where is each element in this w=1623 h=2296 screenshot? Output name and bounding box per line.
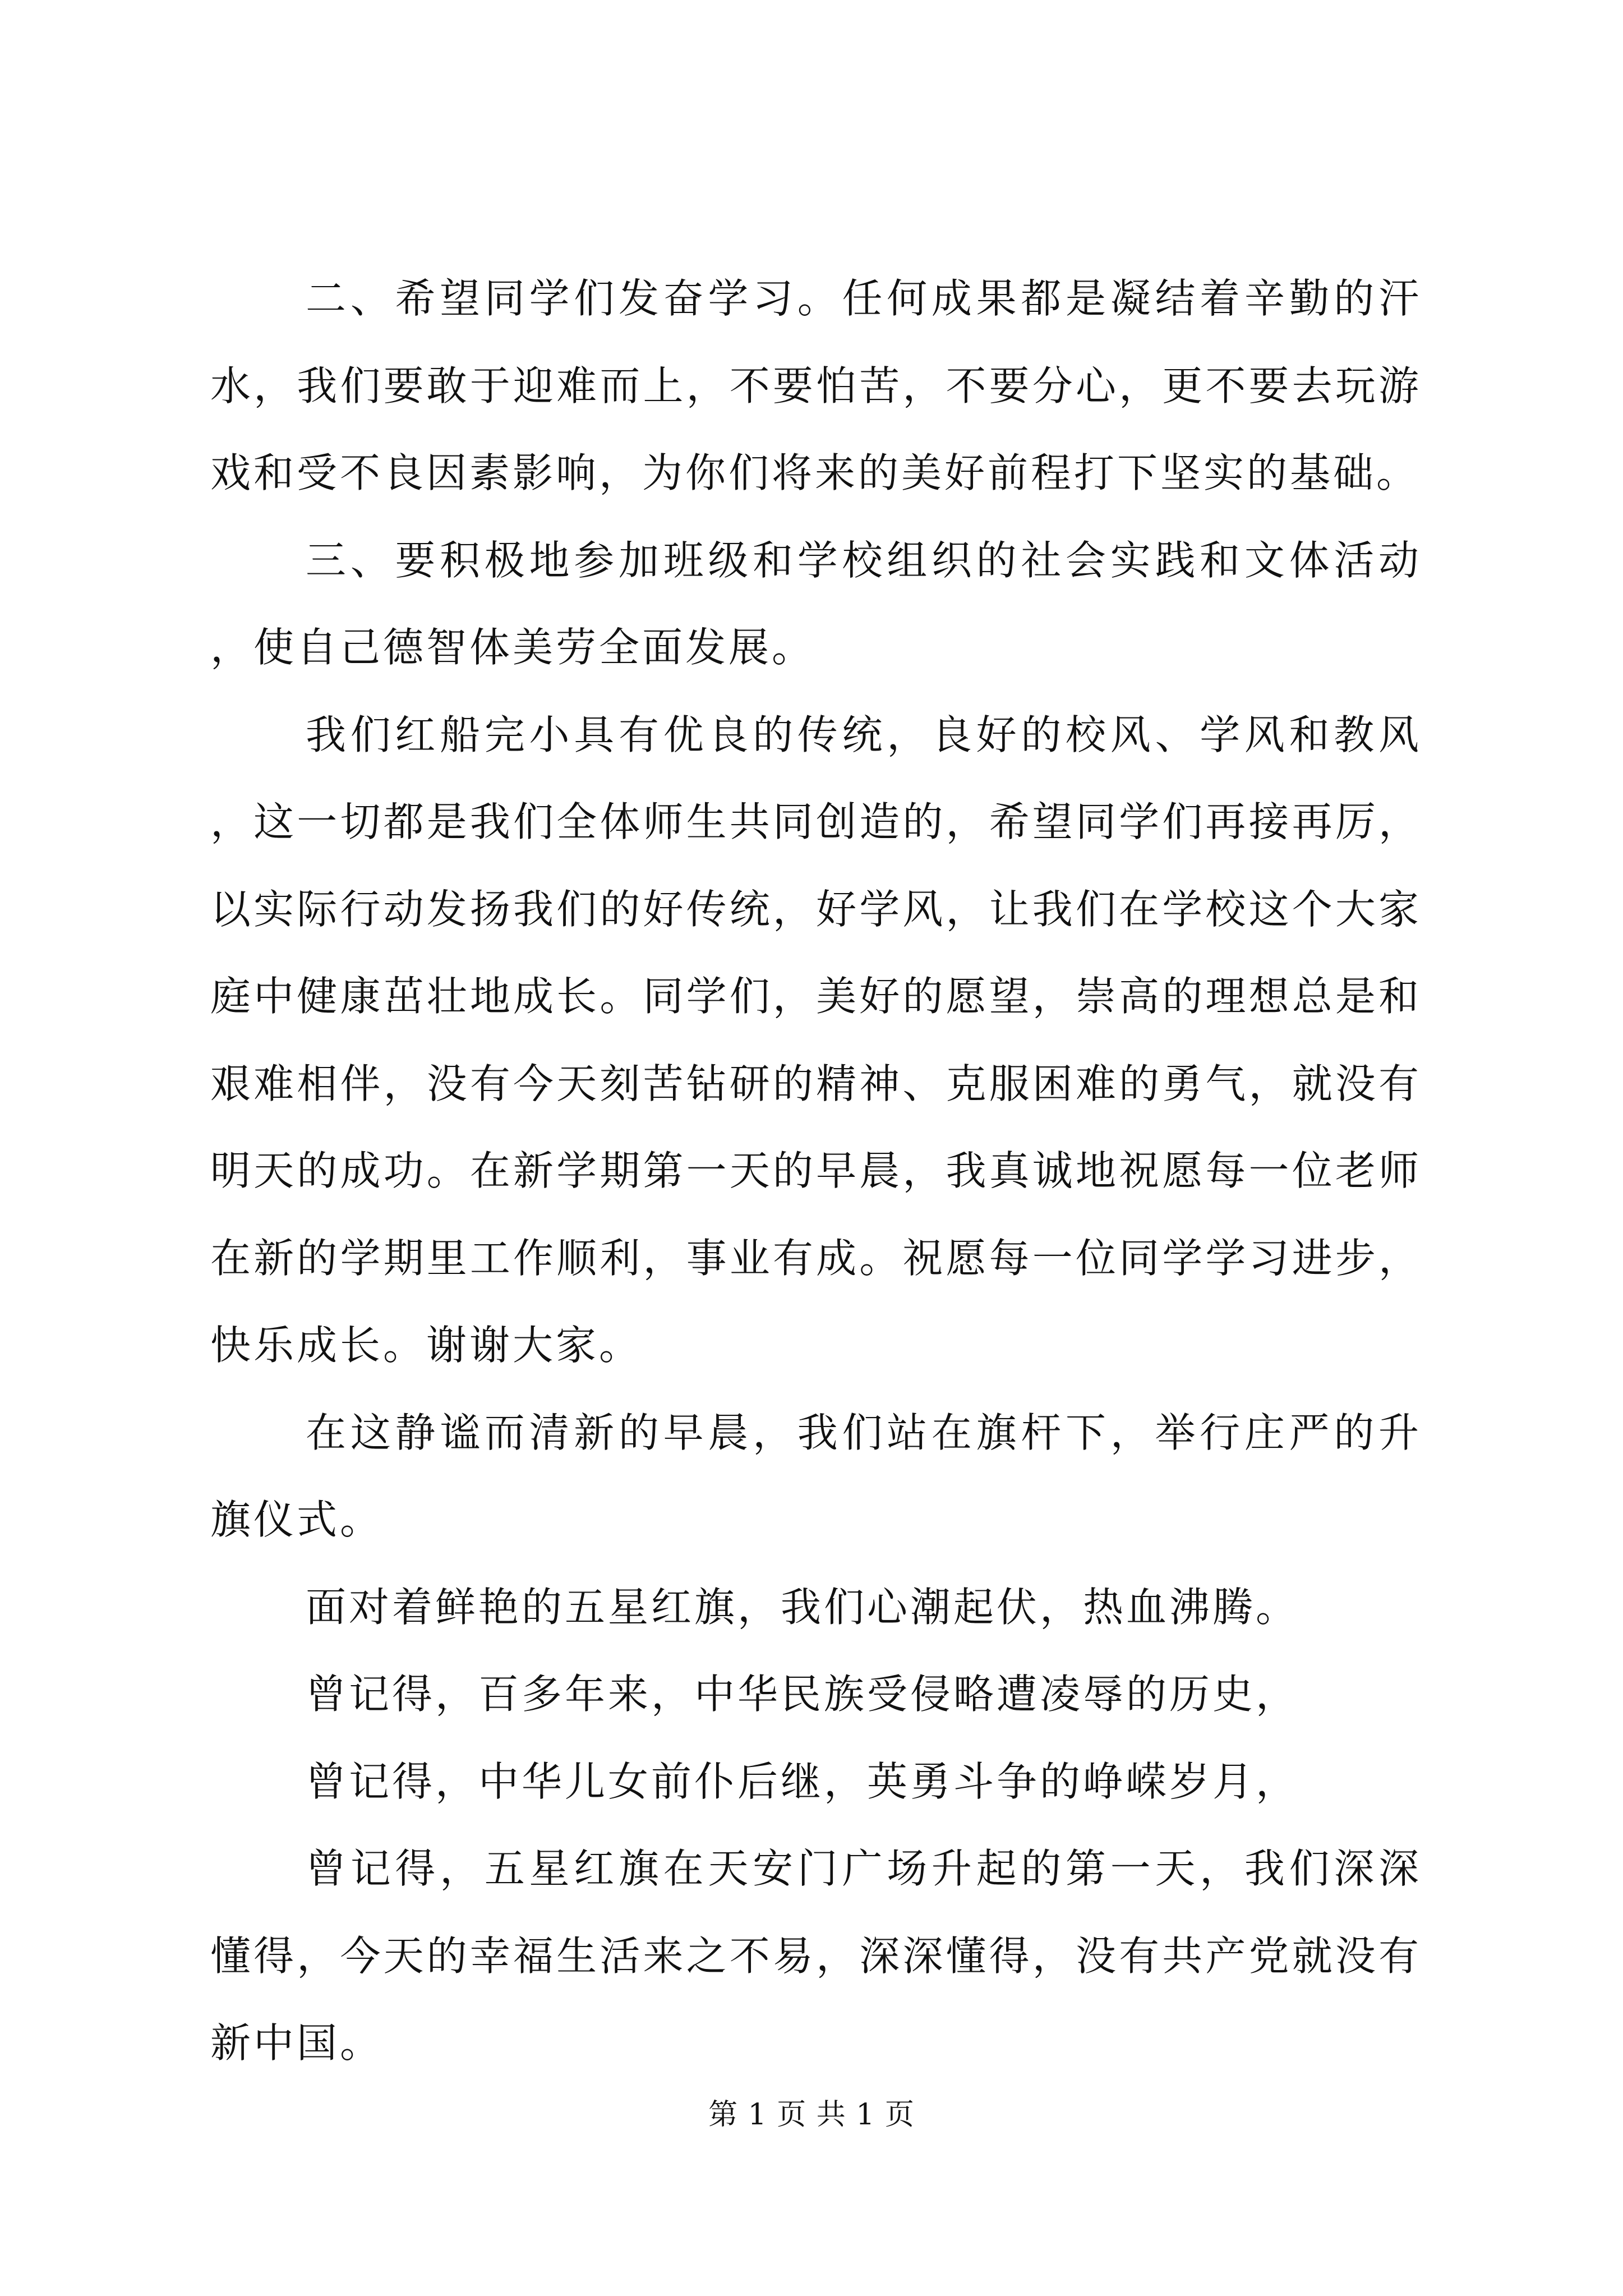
paragraph-practice-activities: 三、要积极地参加班级和学校组织的社会实践和文体活动，使自己德智体美劳全面发展。 [210,536,1422,671]
paragraph-facing-flag: 面对着鲜艳的五星红旗，我们心潮起伏，热血沸腾。 [306,1583,1299,1631]
paragraph-flag-ceremony: 在这静谧而清新的早晨，我们站在旗杆下，举行庄严的升旗仪式。 [210,1409,1422,1543]
document-body [210,255,1422,2087]
paragraph-remember-first-day: 曾记得，五星红旗在天安门广场升起的第一天，我们深深懂得，今天的幸福生活来之不易，深深懂得，没有共产党就没有新中国。 [210,1845,1422,2067]
page-footer [0,2098,1623,2132]
paragraph-remember-struggle: 曾记得，中华儿女前仆后继，英勇斗争的峥嵘岁月， [306,1757,1299,1805]
paragraph-remember-history: 曾记得，百多年来，中华民族受侵略遭凌辱的历史， [306,1671,1299,1718]
paragraph-school-tradition: 我们红船完小具有优良的传统，良好的校风、学风和教风，这一切都是我们全体师生共同创造的，希望同学们再接再厉，以实际行动发扬我们的好传统，好学风，让我们在学校这个大家庭中健康茁壮地成长。同学们，美好的愿望，崇高的理想总是和艰难相伴，没有今天刻苦钻研的精神、克服困难的勇气，就没有明天的成功。在新学期第一天的早晨，我真诚地祝愿每一位老师在新的学期里工作顺利，事业有成。祝愿每一位同学学习进步，快乐成长。谢谢大家。 [210,711,1422,1369]
paragraph-hope-study: 二、希望同学们发奋学习。任何成果都是凝结着辛勤的汗水，我们要敢于迎难而上，不要怕苦，不要分心，更不要去玩游戏和受不良因素影响，为你们将来的美好前程打下坚实的基础。 [210,275,1422,496]
page-number-label: 第 1 页 共 1 页 [708,2098,915,2132]
